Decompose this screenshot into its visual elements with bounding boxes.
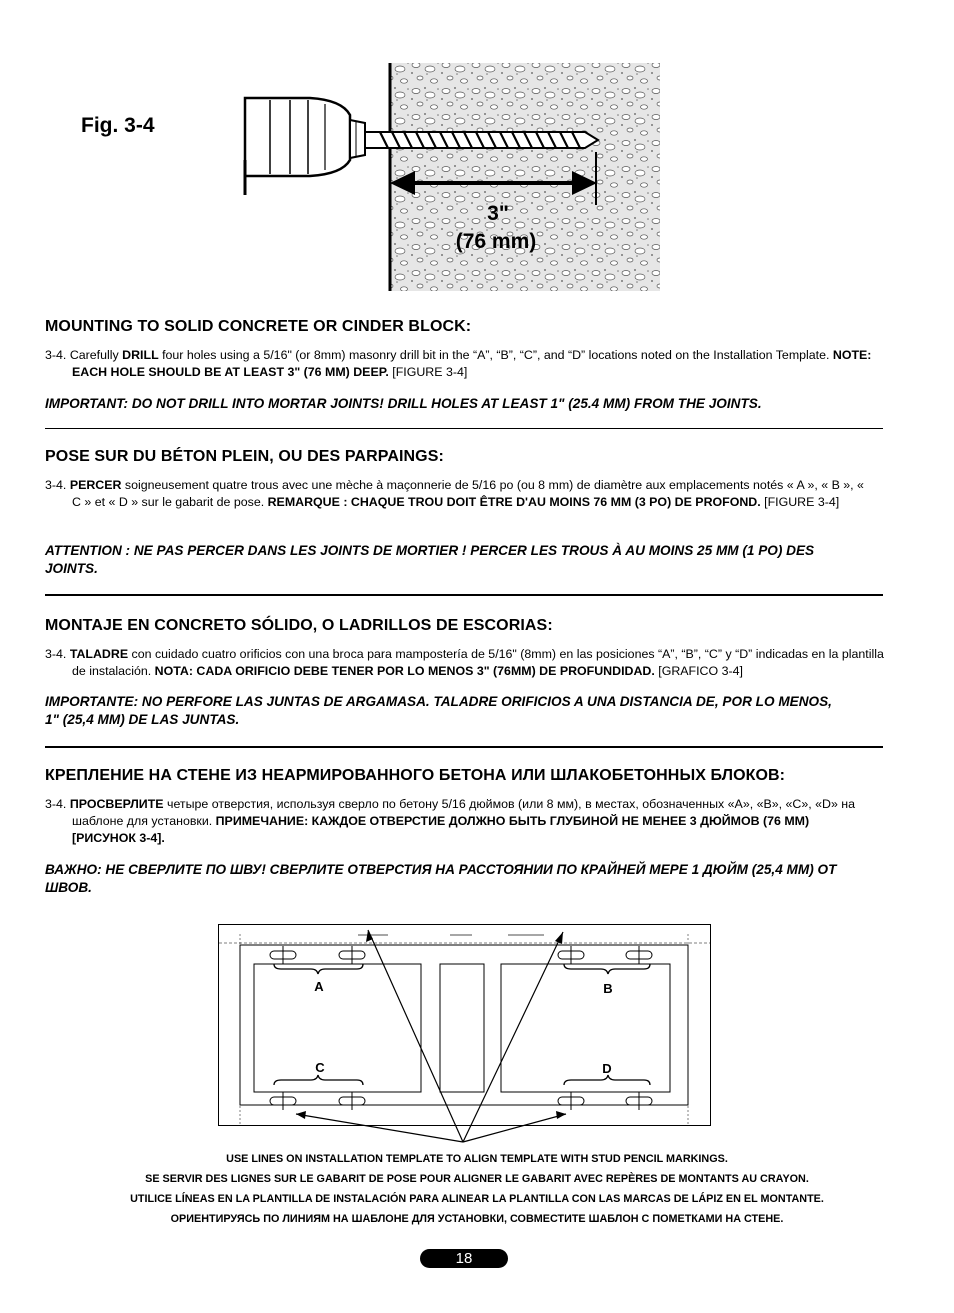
section-divider (45, 428, 883, 429)
section-divider (45, 746, 883, 748)
hole-label-c: C (315, 1060, 325, 1075)
hole-label-d: D (602, 1061, 612, 1076)
drill-chuck (350, 120, 365, 158)
russian-warning: ВАЖНО: НЕ СВЕРЛИТЕ ПО ШВУ! СВЕРЛИТЕ ОТВЕРСТИЯ НА РАССТОЯНИИ ПО КРАЙНЕЙ МЕРЕ 1 ДЮЙМ (25,4 ММ) ОТ ШВОВ. (45, 862, 837, 895)
page-number: 18 (420, 1249, 508, 1268)
hole-label-a: A (314, 979, 324, 994)
english-heading: MOUNTING TO SOLID CONCRETE OR CINDER BLOCK: (45, 318, 472, 335)
figure-label: Fig. 3-4 (81, 114, 155, 137)
english-step: 3-4. Carefully DRILL four holes using a 5/16" (or 8mm) masonry drill bit in the “A”, “B”, “C”, and “D” locations noted on the Installation Template. NOTE: EACH HOLE SHOULD BE AT LEAST 3" (76 MM) DEEP. [FIGURE 3-4] (45, 348, 872, 379)
installation-template-diagram (218, 924, 712, 1146)
english-warning: IMPORTANT: DO NOT DRILL INTO MORTAR JOINTS! DRILL HOLES AT LEAST 1" (25.4 MM) FROM THE JOINTS. (45, 396, 762, 411)
spanish-warning: IMPORTANTE: NO PERFORE LAS JUNTAS DE ARGAMASA. TALADRE ORIFICIOS A UNA DISTANCIA DE, POR LO MENOS, 1" (25,4 MM) DE LAS JUNTAS. (45, 694, 832, 727)
french-step: 3-4. PERCER soigneusement quatre trous avec une mèche à maçonnerie de 5/16 po (ou 8 mm) de diamètre aux emplacements notés « A », « B », « C » et « D » sur le gabarit de pose. REMARQUE : CHAQUE TROU DOIT ÊTRE D'AU MOINS 76 MM (3 PO) DE PROFOND. [FIGURE 3-4] (45, 478, 864, 509)
russian-heading: КРЕПЛЕНИЕ НА СТЕНЕ ИЗ НЕАРМИРОВАННОГО БЕТОНА ИЛИ ШЛАКОБЕТОННЫХ БЛОКОВ: (45, 767, 786, 784)
section-divider (45, 594, 883, 596)
dimension-mm: (76 mm) (455, 230, 537, 253)
russian-step: 3-4. ПРОСВЕРЛИТЕ четыре отверстия, используя сверло по бетону 5/16 дюймов (или 8 мм), в местах, обозначенных «А», «В», «С», «D» на шаблоне для установки. ПРИМЕЧАНИЕ: КАЖДОЕ ОТВЕРСТИЕ ДОЛЖНО БЫТЬ ГЛУБИНОЙ НЕ МЕНЕЕ 3 ДЮЙМОВ (76 ММ) [РИСУНОК 3-4]. (45, 797, 856, 845)
french-heading: POSE SUR DU BÉTON PLEIN, OU DES PARPAINGS: (45, 448, 444, 465)
drill-body (245, 98, 350, 176)
hole-label-b: B (603, 981, 613, 996)
caption-russian: ОРИЕНТИРУЯСЬ ПО ЛИНИЯМ НА ШАБЛОНЕ ДЛЯ УСТАНОВКИ, СОВМЕСТИТЕ ШАБЛОН С ПОМЕТКАМИ НА СТЕНЕ. (170, 1213, 784, 1225)
concrete-wall (390, 63, 660, 291)
caption-english: USE LINES ON INSTALLATION TEMPLATE TO ALIGN TEMPLATE WITH STUD PENCIL MARKINGS. (226, 1153, 728, 1165)
caption-french: SE SERVIR DES LIGNES SUR LE GABARIT DE POSE POUR ALIGNER LE GABARIT AVEC REPÈRES DE MONTANTS AU CRAYON. (145, 1173, 809, 1185)
caption-spanish: UTILICE LÍNEAS EN LA PLANTILLA DE INSTALACIÓN PARA ALINEAR LA PLANTILLA CON LAS MARCAS DE LÁPIZ EN EL MONTANTE. (130, 1193, 824, 1205)
dimension-inches: 3" (487, 202, 509, 225)
french-warning: ATTENTION : NE PAS PERCER DANS LES JOINTS DE MORTIER ! PERCER LES TROUS À AU MOINS 25 MM (1 PO) DES JOINTS. (45, 543, 815, 576)
spanish-step: 3-4. TALADRE con cuidado cuatro orificios con una broca para mampostería de 5/16" (8mm) en las posiciones “A”, “B”, “C” y “D” indicadas en la plantilla de instalación. NOTA: CADA ORIFICIO DEBE TENER POR LO MENOS 3" (76MM) DE PROFUNDIDAD. [GRAFICO 3-4] (45, 647, 884, 678)
drill-into-concrete-illustration (230, 60, 670, 300)
spanish-heading: MONTAJE EN CONCRETO SÓLIDO, O LADRILLOS DE ESCORIAS: (45, 617, 553, 634)
